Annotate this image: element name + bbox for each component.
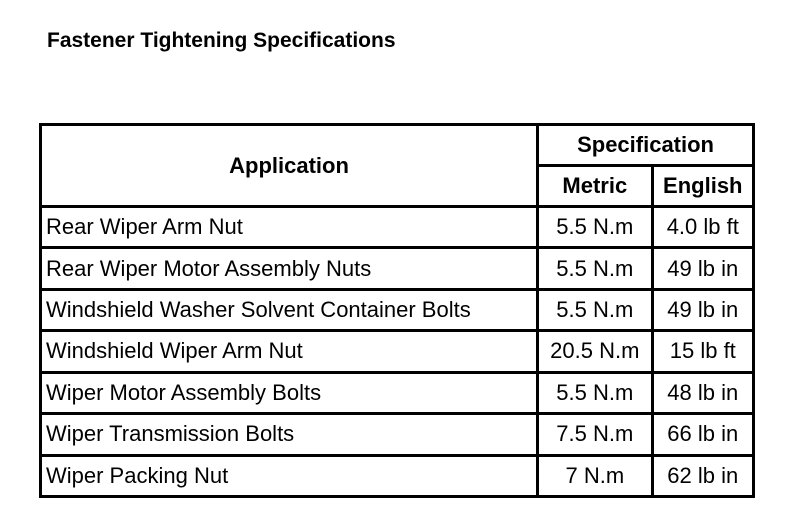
metric-cell: 5.5 N.m [538, 207, 652, 248]
application-cell: Wiper Motor Assembly Bolts [41, 372, 538, 413]
table-row [41, 414, 754, 455]
english-cell: 66 lb in [652, 414, 753, 455]
metric-cell: 7.5 N.m [538, 414, 652, 455]
metric-cell: 7 N.m [538, 455, 652, 496]
application-cell: Windshield Washer Solvent Container Bolts [41, 289, 538, 330]
english-cell: 49 lb in [652, 248, 753, 289]
header-application: Application [41, 125, 538, 207]
metric-cell: 5.5 N.m [538, 289, 652, 330]
page-title: Fastener Tightening Specifications [47, 29, 396, 52]
english-cell: 48 lb in [652, 372, 753, 413]
table-row [41, 331, 754, 372]
metric-cell: 5.5 N.m [538, 372, 652, 413]
metric-cell: 20.5 N.m [538, 331, 652, 372]
table-row [41, 455, 754, 496]
table-row [41, 248, 754, 289]
application-cell: Rear Wiper Arm Nut [41, 207, 538, 248]
metric-cell: 5.5 N.m [538, 248, 652, 289]
header-specification: Specification [538, 125, 754, 166]
fastener-spec-table [39, 123, 755, 498]
english-cell: 15 lb ft [652, 331, 753, 372]
header-metric: Metric [538, 166, 652, 207]
application-cell: Wiper Packing Nut [41, 455, 538, 496]
table-row [41, 207, 754, 248]
table-row [41, 372, 754, 413]
application-cell: Wiper Transmission Bolts [41, 414, 538, 455]
table-row [41, 289, 754, 330]
english-cell: 49 lb in [652, 289, 753, 330]
english-cell: 62 lb in [652, 455, 753, 496]
application-cell: Windshield Wiper Arm Nut [41, 331, 538, 372]
english-cell: 4.0 lb ft [652, 207, 753, 248]
application-cell: Rear Wiper Motor Assembly Nuts [41, 248, 538, 289]
header-english: English [652, 166, 753, 207]
